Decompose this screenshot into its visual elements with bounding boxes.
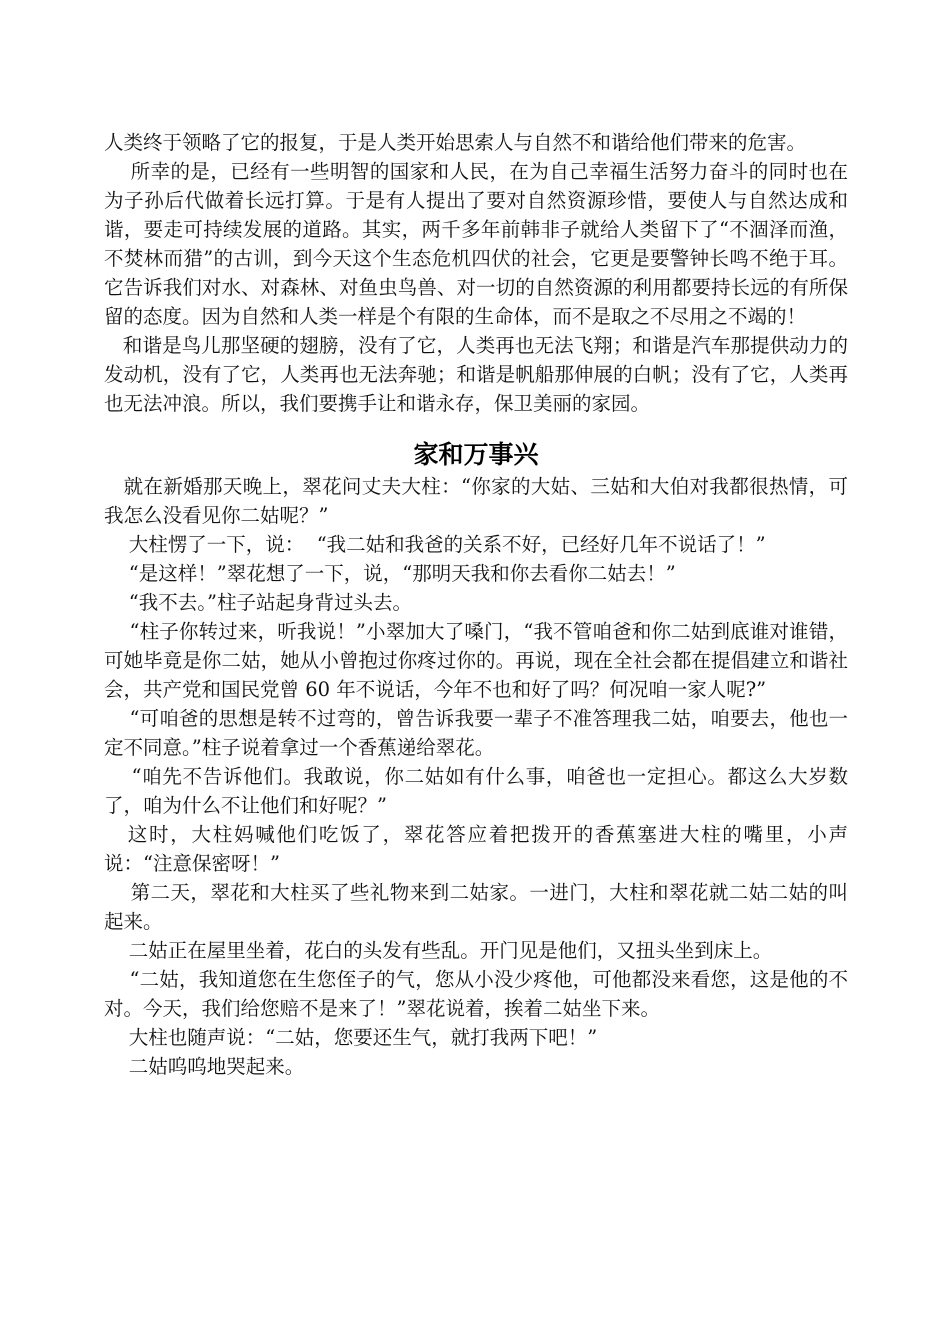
story-paragraph: “我不去。”柱子站起身背过头去。 (104, 591, 412, 614)
essay-paragraph: 所幸的是，已经有一些明智的国家和人民，在为自己幸福生活努力奋斗的同时也在为子孙后代做着长远打算。于是有人提出了要对自然资源珍惜，要使人与自然达成和谐，要走可持续发展的道路。其实，两千多年前韩非子就给人类留下了“不涸泽而渔，不焚林而猎”的古训，到今天这个生态危机四伏的社会，它更是要警钟长鸣不绝于耳。它告诉我们对水、对森林、对鱼虫鸟兽、对一切的自然资源的利用都要持长远的有所保留的态度。因为自然和人类一样是个有限的生命体，而不是取之不尽用之不竭的！ (104, 160, 848, 328)
story-paragraph: “二姑，我知道您在生您侄子的气，您从小没少疼他，可他都没来看您，这是他的不对。今天，我们给您赔不是来了！”翠花说着，挨着二姑坐下来。 (104, 968, 848, 1020)
story-paragraph: 就在新婚那天晚上，翠花问丈夫大柱：“你家的大姑、三姑和大伯对我都很热情，可我怎么没看见你二姑呢？” (104, 475, 848, 527)
story-paragraph: 这时，大柱妈喊他们吃饭了，翠花答应着把拨开的香蕉塞进大柱的嘴里，小声说：“注意保密呀！” (104, 823, 848, 875)
story-paragraph: “咱先不告诉他们。我敢说，你二姑如有什么事，咱爸也一定担心。都这么大岁数了，咱为什么不让他们和好呢？” (104, 765, 848, 817)
story-paragraph: 大柱也随声说：“二姑，您要还生气，就打我两下吧！” (104, 1026, 598, 1049)
story-paragraph: “柱子你转过来，听我说！”小翠加大了嗓门，“我不管咱爸和你二姑到底谁对谁错，可她毕竟是你二姑，她从小曾抱过你疼过你的。再说，现在全社会都在提倡建立和谐社会，共产党和国民党曾 60 年不说话，今年不也和好了吗？何况咱一家人呢?” (104, 620, 848, 701)
story-paragraph: “可咱爸的思想是转不过弯的，曾告诉我要一辈子不准答理我二姑，咱要去，他也一定不同意。”柱子说着拿过一个香蕉递给翠花。 (104, 707, 848, 759)
essay-paragraph: 和谐是鸟儿那坚硬的翅膀，没有了它，人类再也无法飞翔；和谐是汽车那提供动力的发动机，没有了它，人类再也无法奔驰；和谐是帆船那伸展的白帆；没有了它，人类再也无法冲浪。所以，我们要携手让和谐永存，保卫美丽的家园。 (104, 334, 848, 415)
story-title: 家和万事兴 (413, 440, 539, 469)
essay-paragraph: 人类终于领略了它的报复，于是人类开始思索人与自然不和谐给他们带来的危害。 (104, 131, 807, 154)
story-paragraph: “是这样！”翠花想了一下，说，“那明天我和你去看你二姑去！” (104, 562, 676, 585)
story-paragraph: 二姑呜呜地哭起来。 (104, 1055, 305, 1078)
story-paragraph: 二姑正在屋里坐着，花白的头发有些乱。开门见是他们，又扭头坐到床上。 (104, 939, 773, 962)
document-page (104, 128, 848, 1081)
story-paragraph: 大柱愣了一下，说： “我二姑和我爸的关系不好，已经好几年不说话了！” (104, 533, 766, 556)
story-paragraph: 第二天，翠花和大柱买了些礼物来到二姑家。一进门，大柱和翠花就二姑二姑的叫起来。 (104, 881, 848, 933)
